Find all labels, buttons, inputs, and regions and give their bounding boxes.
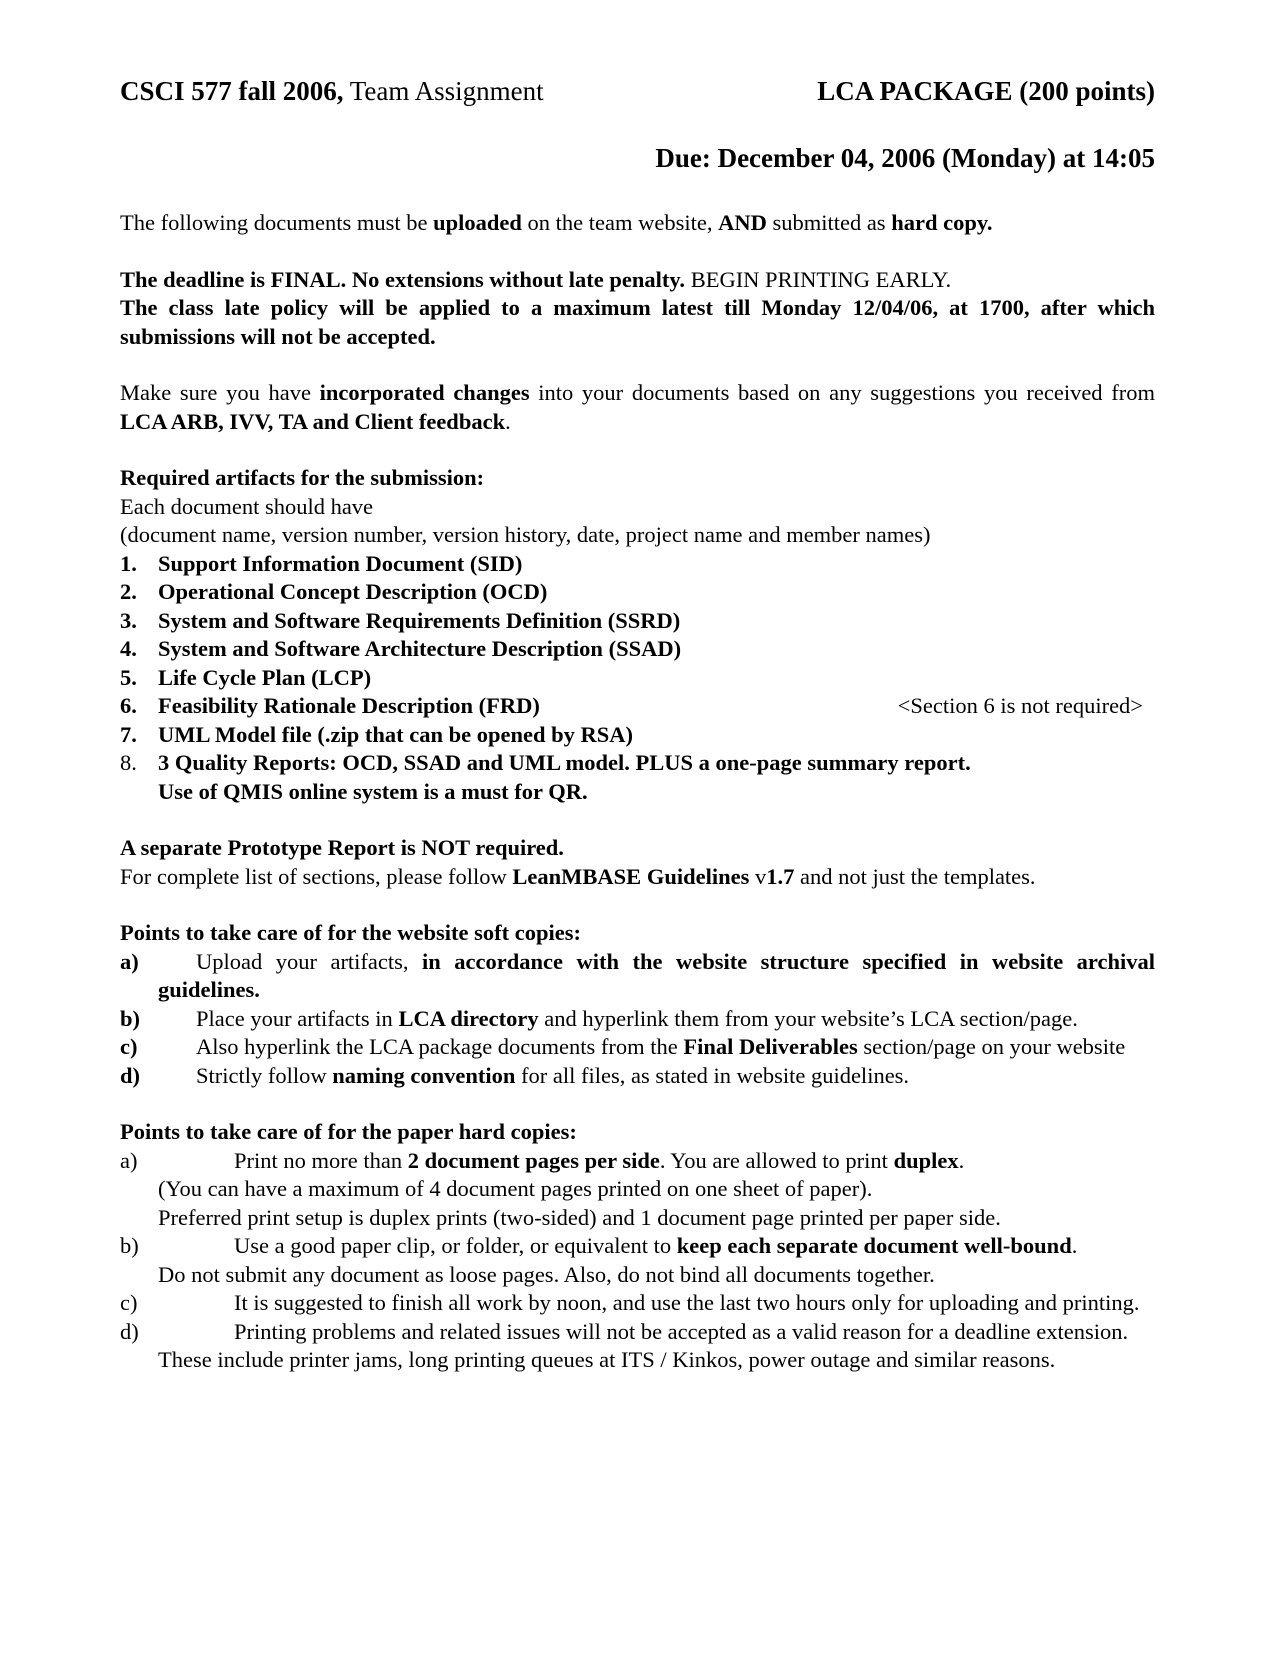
list-item-continuation: These include printer jams, long printing queues at ITS / Kinkos, power outage and similar reasons.: [158, 1347, 1056, 1372]
list-item: c) It is suggested to finish all work by noon, and use the last two hours only for uploading and printing.: [120, 1290, 1140, 1315]
list-item-continuation: (You can have a maximum of 4 document pages printed on one sheet of paper).: [158, 1176, 873, 1201]
package-title: LCA PACKAGE (200 points): [817, 76, 1155, 106]
list-item-continuation: Do not submit any document as loose pages. Also, do not bind all documents together.: [158, 1261, 935, 1287]
list-item-continuation: Preferred print setup is duplex prints (two-sided) and 1 document page printed per paper side.: [158, 1204, 1001, 1230]
section-note: <Section 6 is not required>: [897, 693, 1143, 718]
list-item: 3. System and Software Requirements Definition (SSRD): [120, 607, 681, 633]
due-date: Due: December 04, 2006 (Monday) at 14:05: [655, 143, 1155, 173]
guidelines-note: For complete list of sections, please follow LeanMBASE Guidelines v1.7 and not just the templates.: [120, 863, 1036, 889]
list-item: 8. 3 Quality Reports: OCD, SSAD and UML model. PLUS a one-page summary report.: [120, 750, 971, 775]
artifacts-line2: (document name, version number, version history, date, project name and member names): [120, 522, 931, 547]
list-item: a) Print no more than 2 document pages per side. You are allowed to print duplex.: [120, 1147, 965, 1173]
intro-paragraph: The following documents must be uploaded on the team website, AND submitted as hard copy.: [120, 210, 993, 235]
prototype-note: A separate Prototype Report is NOT required.: [120, 835, 564, 860]
assignment-type: Team Assignment: [349, 76, 544, 106]
list-item-continuation: Use of QMIS online system is a must for QR.: [158, 778, 588, 804]
list-item: 1. Support Information Document (SID): [120, 550, 523, 576]
list-item: 6. Feasibility Rationale Description (FRD) <Section 6 is not required>: [120, 692, 1155, 721]
list-item: a) Upload your artifacts, in accordance with the website structure specified in website archival guidelines.: [120, 948, 1156, 1002]
list-item: 5. Life Cycle Plan (LCP): [120, 664, 372, 690]
list-item: c) Also hyperlink the LCA package documents from the Final Deliverables section/page on your website: [120, 1034, 1126, 1059]
artifacts-heading: Required artifacts for the submission:: [120, 465, 485, 490]
list-item: 2. Operational Concept Description (OCD): [120, 579, 548, 604]
list-item: b) Use a good paper clip, or folder, or equivalent to keep each separate document well-bound.: [120, 1233, 1078, 1258]
late-policy: The class late policy will be applied to a maximum latest till Monday 12/04/06, at 1700, after which submissions will not be accepted.: [120, 295, 1155, 349]
paper-heading: Points to take care of for the paper hard copies:: [120, 1119, 577, 1144]
list-item: 4. System and Software Architecture Description (SSAD): [120, 636, 682, 661]
deadline-notice: The deadline is FINAL. No extensions without late penalty. BEGIN PRINTING EARLY.: [120, 266, 952, 292]
changes-paragraph: Make sure you have incorporated changes into your documents based on any suggestions you received from LCA ARB, IVV, TA and Client feedback.: [120, 380, 1155, 434]
list-item: 7. UML Model file (.zip that can be opened by RSA): [120, 721, 633, 747]
header-course: [120, 76, 544, 107]
artifacts-line1: Each document should have: [120, 493, 374, 519]
website-heading: Points to take care of for the website soft copies:: [120, 920, 581, 945]
course-title: CSCI 577 fall 2006,: [120, 76, 344, 106]
document-body: [120, 209, 1155, 1375]
list-item: d) Printing problems and related issues will not be accepted as a valid reason for a deadline extension.: [120, 1318, 1129, 1344]
list-item: b) Place your artifacts in LCA directory and hyperlink them from your website’s LCA section/page.: [120, 1005, 1078, 1031]
list-item: d) Strictly follow naming convention for all files, as stated in website guidelines.: [120, 1062, 910, 1088]
